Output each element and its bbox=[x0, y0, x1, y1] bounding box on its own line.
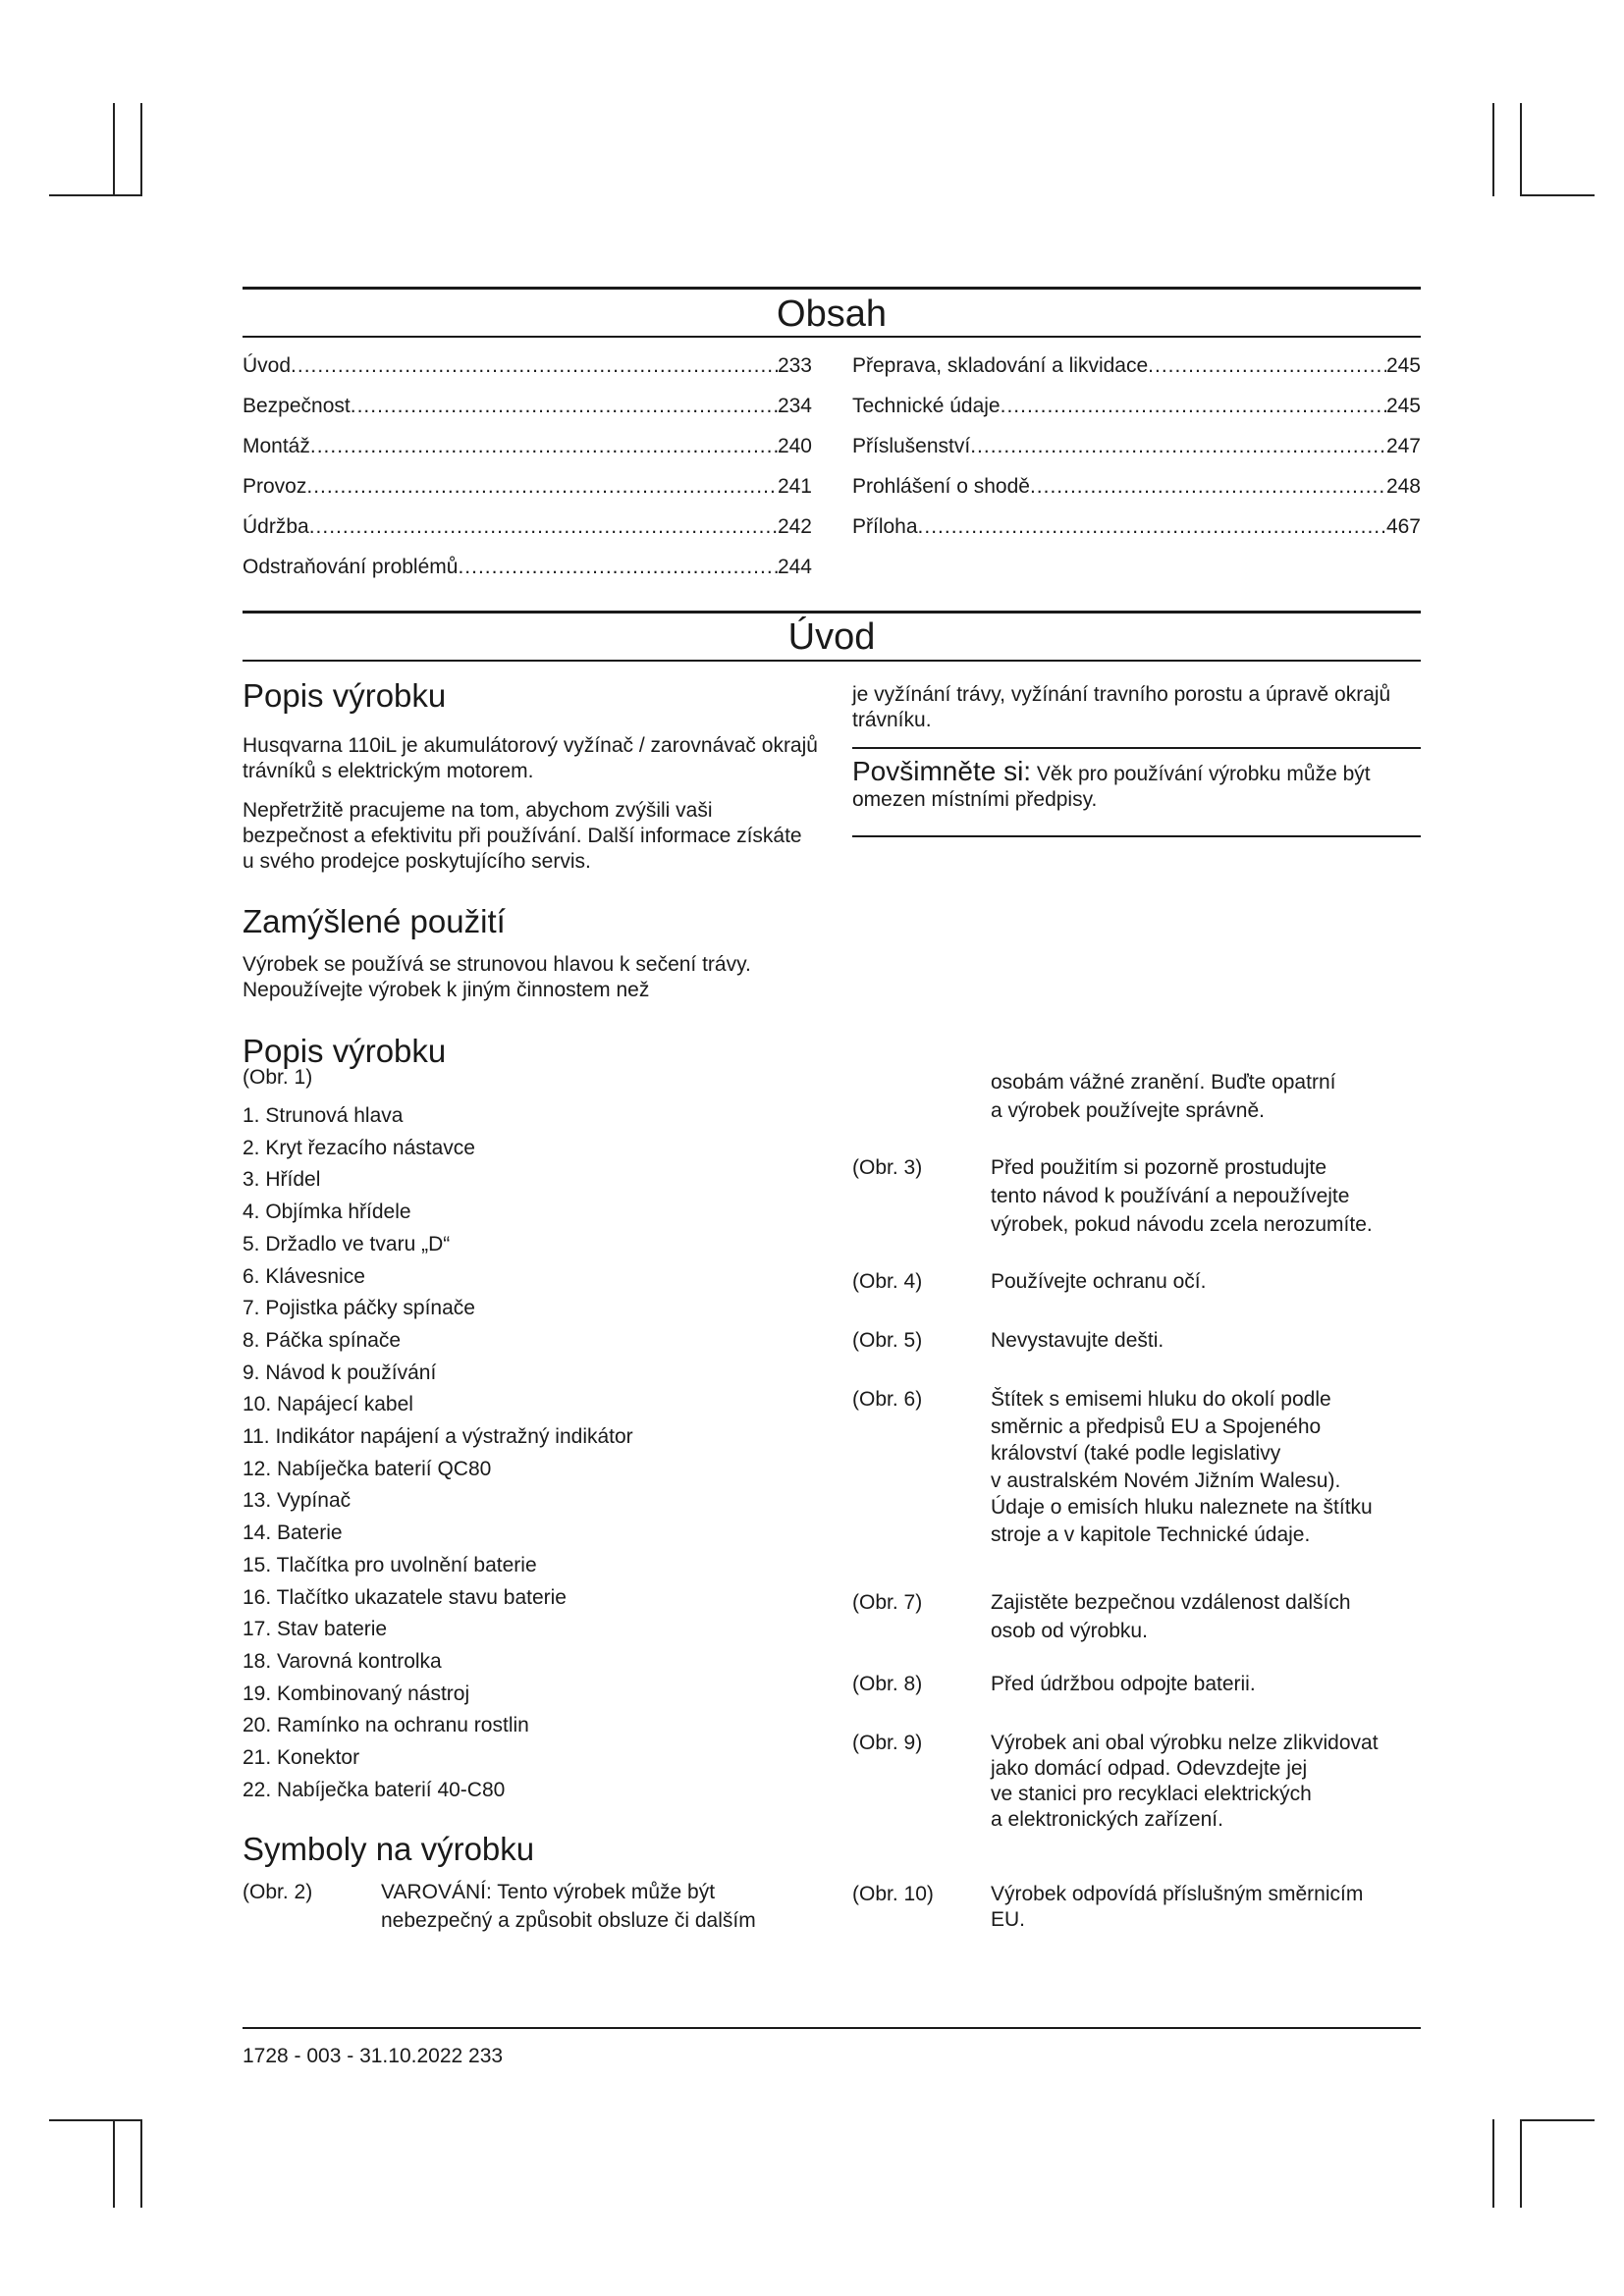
toc-top-rule bbox=[243, 287, 1421, 290]
symbol-figure-ref: (Obr. 10) bbox=[852, 1883, 934, 1905]
symbol-figure-ref: (Obr. 8) bbox=[852, 1673, 923, 1695]
symbol-description-line: a elektronických zařízení. bbox=[991, 1808, 1223, 1831]
toc-leader-dots bbox=[291, 353, 778, 379]
symbol-description-line: ve stanici pro recyklaci elektrických bbox=[991, 1783, 1312, 1805]
symbol-description-line: Nevystavujte dešti. bbox=[991, 1329, 1164, 1352]
crop-mark-top-right bbox=[1520, 103, 1522, 196]
note-label: Povšimněte si: bbox=[852, 756, 1032, 786]
toc-leader-dots bbox=[309, 514, 778, 540]
symbol-description-line: výrobek, pokud návodu zcela nerozumíte. bbox=[991, 1213, 1373, 1236]
symbol-description-line: nebezpečný a způsobit obsluze či dalším bbox=[381, 1909, 756, 1932]
symbol-description-line: osobám vážné zranění. Buďte opatrní bbox=[991, 1071, 1336, 1094]
product-description-heading: Popis výrobku bbox=[243, 677, 447, 714]
crop-mark-top-left bbox=[140, 103, 142, 196]
toc-entry[interactable] bbox=[243, 555, 812, 580]
toc-entry-label: Technické údaje bbox=[852, 395, 1001, 417]
intended-use-heading: Zamýšlené použití bbox=[243, 903, 506, 939]
overview-heading: Popis výrobku bbox=[243, 1033, 447, 1069]
overview-list-item: 20. Ramínko na ochranu rostlin bbox=[243, 1714, 529, 1737]
toc-leader-dots bbox=[458, 555, 777, 580]
symbol-figure-ref: (Obr. 7) bbox=[852, 1591, 923, 1614]
toc-title-rule bbox=[243, 336, 1421, 338]
toc-entry[interactable] bbox=[243, 394, 812, 419]
toc-entry[interactable] bbox=[852, 474, 1421, 500]
intro-top-rule bbox=[243, 611, 1421, 614]
toc-leader-dots bbox=[310, 434, 778, 459]
intro-title: Úvod bbox=[787, 616, 876, 658]
overview-list-item: 14. Baterie bbox=[243, 1522, 343, 1545]
toc-entry[interactable] bbox=[243, 514, 812, 540]
symbol-description-line: v australském Novém Jižním Walesu). bbox=[991, 1468, 1341, 1492]
symbol-description-line: Výrobek ani obal výrobku nelze zlikvidovat bbox=[991, 1732, 1379, 1754]
symbol-figure-ref: (Obr. 9) bbox=[852, 1732, 923, 1754]
toc-entry[interactable] bbox=[243, 474, 812, 500]
intro-title-rule bbox=[243, 660, 1421, 662]
intended-use-p1: Výrobek se používá se strunovou hlavou k sečení trávy. Nepoužívejte výrobek k jiným činnostem než bbox=[243, 953, 751, 1001]
crop-mark-bottom-right bbox=[1492, 2119, 1494, 2208]
overview-list-item: 22. Nabíječka baterií 40-C80 bbox=[243, 1778, 506, 1801]
overview-list-item: 19. Kombinovaný nástroj bbox=[243, 1682, 470, 1705]
overview-list-item: 4. Objímka hřídele bbox=[243, 1201, 411, 1224]
toc-entry-page: 240 bbox=[777, 435, 812, 457]
overview-list-item: 6. Klávesnice bbox=[243, 1264, 365, 1288]
toc-entry-label: Úvod bbox=[243, 354, 292, 377]
symbol-description-line: směrnic a předpisů EU a Spojeného bbox=[991, 1415, 1322, 1438]
toc-entry-page: 247 bbox=[1385, 435, 1421, 457]
symbol-figure-ref: (Obr. 4) bbox=[852, 1270, 923, 1293]
toc-entry-page: 244 bbox=[777, 556, 812, 578]
overview-list-item: 21. Konektor bbox=[243, 1746, 360, 1769]
overview-list-item: 1. Strunová hlava bbox=[243, 1104, 404, 1127]
symbol-description-line: tento návod k používání a nepoužívejte bbox=[991, 1185, 1350, 1207]
symbol-description-line: stroje a v kapitole Technické údaje. bbox=[991, 1523, 1311, 1546]
note-bottom-rule bbox=[852, 835, 1421, 837]
crop-mark-top-left bbox=[113, 103, 115, 196]
overview-list-item: 8. Páčka spínače bbox=[243, 1328, 402, 1352]
toc-entry-page: 467 bbox=[1385, 515, 1421, 538]
symbol-description-line: osob od výrobku. bbox=[991, 1620, 1148, 1642]
overview-list-item: 18. Varovná kontrolka bbox=[243, 1649, 442, 1673]
crop-mark-top-left bbox=[49, 194, 142, 196]
note-top-rule bbox=[852, 747, 1421, 749]
overview-list-item: 3. Hřídel bbox=[243, 1168, 321, 1192]
toc-entry-page: 245 bbox=[1385, 395, 1421, 417]
symbol-description-line: Před použitím si pozorně prostudujte bbox=[991, 1156, 1327, 1179]
crop-mark-top-right bbox=[1520, 194, 1595, 196]
crop-mark-bottom-left bbox=[113, 2119, 115, 2208]
toc-leader-dots bbox=[306, 474, 778, 500]
toc-entry-label: Montáž bbox=[243, 435, 310, 457]
product-description-p1: Husqvarna 110iL je akumulátorový vyžínač / zarovnávač okrajů trávníků s elektrickým motorem. bbox=[243, 734, 818, 782]
symbol-description-line: jako domácí odpad. Odevzdejte jej bbox=[991, 1757, 1308, 1780]
toc-leader-dots bbox=[918, 514, 1386, 540]
crop-mark-bottom-right bbox=[1520, 2119, 1595, 2121]
toc-entry-page: 234 bbox=[777, 395, 812, 417]
overview-list-item: 15. Tlačítka pro uvolnění baterie bbox=[243, 1553, 537, 1576]
overview-list-item: 9. Návod k používání bbox=[243, 1361, 437, 1384]
toc-leader-dots bbox=[1001, 394, 1386, 419]
toc-entry[interactable] bbox=[852, 514, 1421, 540]
note-text: Věk pro používání výrobku může být omezen místními předpisy. bbox=[852, 763, 1371, 811]
toc-entry-label: Prohlášení o shodě bbox=[852, 475, 1030, 498]
overview-list-item: 13. Vypínač bbox=[243, 1489, 352, 1513]
toc-entry-page: 242 bbox=[777, 515, 812, 538]
symbol-description-line: Zajistěte bezpečnou vzdálenost dalších bbox=[991, 1591, 1351, 1614]
toc-leader-dots bbox=[351, 394, 778, 419]
overview-figure-ref: (Obr. 1) bbox=[243, 1066, 313, 1089]
toc-entry-label: Provoz bbox=[243, 475, 307, 498]
overview-list-item: 2. Kryt řezacího nástavce bbox=[243, 1136, 475, 1159]
note bbox=[852, 756, 1421, 813]
overview-list-item: 7. Pojistka páčky spínače bbox=[243, 1297, 475, 1320]
symbol-description-line: VAROVÁNÍ: Tento výrobek může být bbox=[381, 1881, 716, 1903]
toc-entry-page: 248 bbox=[1385, 475, 1421, 498]
symbol-description-line: království (také podle legislativy bbox=[991, 1442, 1281, 1466]
product-description-p2: Nepřetržitě pracujeme na tom, abychom zvýšili vaši bezpečnost a efektivitu při používání. Další informace získáte u svého prodejce poskytujícího servis. bbox=[243, 799, 802, 873]
crop-mark-top-right bbox=[1492, 103, 1494, 196]
toc-leader-dots bbox=[1148, 353, 1386, 379]
intended-use-p2: je vyžínání trávy, vyžínání travního porostu a úpravě okrajů trávníku. bbox=[852, 683, 1391, 731]
overview-list-item: 16. Tlačítko ukazatele stavu baterie bbox=[243, 1585, 567, 1609]
toc-entry[interactable] bbox=[243, 434, 812, 459]
toc-entry-page: 241 bbox=[777, 475, 812, 498]
overview-list-item: 17. Stav baterie bbox=[243, 1618, 388, 1641]
symbol-description-line: Před údržbou odpojte baterii. bbox=[991, 1673, 1256, 1695]
toc-entry-label: Přeprava, skladování a likvidace bbox=[852, 354, 1149, 377]
toc-entry-page: 245 bbox=[1385, 354, 1421, 377]
toc-entry-label: Odstraňování problémů bbox=[243, 556, 459, 578]
toc-leader-dots bbox=[970, 434, 1386, 459]
overview-list-item: 11. Indikátor napájení a výstražný indikátor bbox=[243, 1425, 633, 1448]
toc-entry[interactable] bbox=[852, 353, 1421, 379]
toc-entry[interactable] bbox=[852, 394, 1421, 419]
symbol-figure-ref: (Obr. 2) bbox=[243, 1881, 313, 1903]
toc-entry[interactable] bbox=[852, 434, 1421, 459]
symbol-figure-ref: (Obr. 5) bbox=[852, 1329, 923, 1352]
symbol-description-line: a výrobek používejte správně. bbox=[991, 1099, 1265, 1122]
symbol-description-line: EU. bbox=[991, 1908, 1026, 1931]
footer-text: 1728 - 003 - 31.10.2022 233 bbox=[243, 2045, 504, 2067]
toc-entry-page: 233 bbox=[777, 354, 812, 377]
symbol-figure-ref: (Obr. 6) bbox=[852, 1388, 923, 1411]
symbols-heading: Symboly na výrobku bbox=[243, 1831, 535, 1867]
symbol-description-line: Používejte ochranu očí. bbox=[991, 1270, 1207, 1293]
symbol-description-line: Údaje o emisích hluku naleznete na štítku bbox=[991, 1496, 1373, 1520]
crop-mark-bottom-left bbox=[49, 2119, 142, 2121]
toc-title: Obsah bbox=[777, 294, 887, 335]
toc-entry-label: Příslušenství bbox=[852, 435, 971, 457]
symbol-description-line: Štítek s emisemi hluku do okolí podle bbox=[991, 1388, 1331, 1411]
overview-list-item: 5. Držadlo ve tvaru „D“ bbox=[243, 1232, 451, 1255]
toc-entry-label: Údržba bbox=[243, 515, 309, 538]
toc-leader-dots bbox=[1030, 474, 1386, 500]
toc-entry-label: Bezpečnost bbox=[243, 395, 351, 417]
toc-entry-label: Příloha bbox=[852, 515, 918, 538]
overview-list-item: 10. Napájecí kabel bbox=[243, 1393, 413, 1416]
symbol-figure-ref: (Obr. 3) bbox=[852, 1156, 923, 1179]
footer-rule bbox=[243, 2027, 1421, 2029]
crop-mark-bottom-left bbox=[140, 2119, 142, 2208]
toc-entry[interactable] bbox=[243, 353, 812, 379]
crop-mark-bottom-right bbox=[1520, 2119, 1522, 2208]
overview-list-item: 12. Nabíječka baterií QC80 bbox=[243, 1457, 492, 1480]
symbol-description-line: Výrobek odpovídá příslušným směrnicím bbox=[991, 1883, 1364, 1905]
